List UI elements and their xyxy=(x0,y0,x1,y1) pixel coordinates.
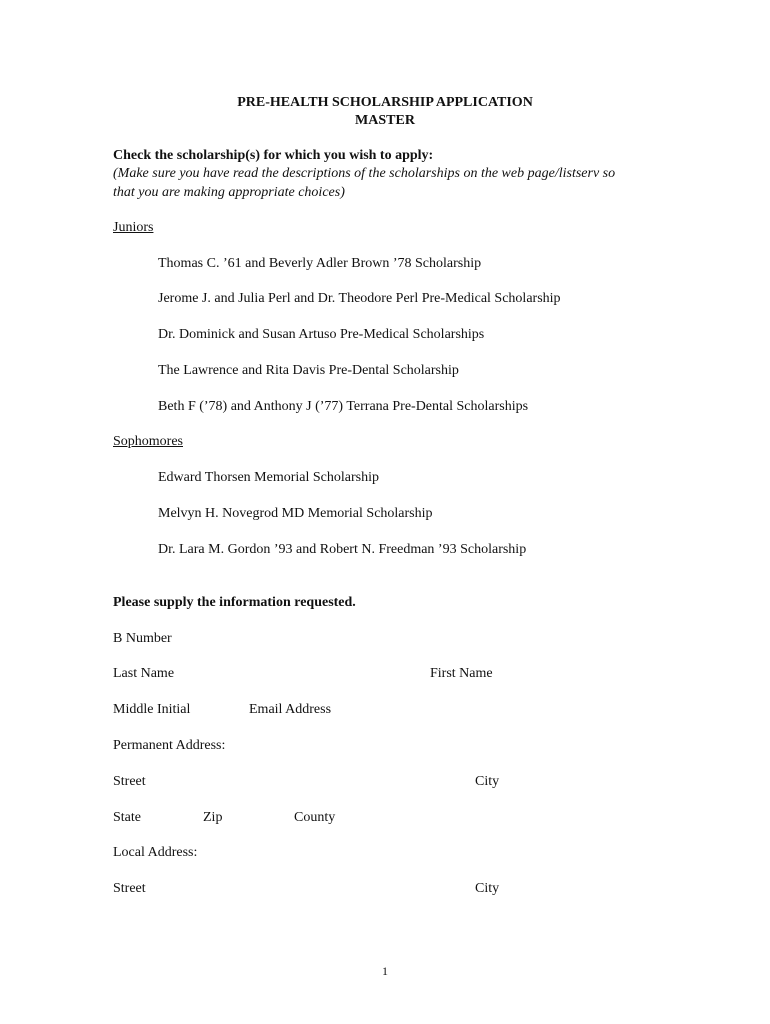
title-line-1: PRE-HEALTH SCHOLARSHIP APPLICATION xyxy=(237,95,533,110)
first-name-label: First Name xyxy=(430,666,493,681)
sophomores-heading: Sophomores xyxy=(113,434,183,449)
scholarship-item[interactable]: Thomas C. ’61 and Beverly Adler Brown ’78 Scholarship xyxy=(158,256,482,271)
local-city-label: City xyxy=(475,881,500,896)
juniors-heading: Juniors xyxy=(113,220,154,235)
permanent-address-label: Permanent Address: xyxy=(113,738,226,753)
b-number-label: B Number xyxy=(113,631,172,646)
local-address-label: Local Address: xyxy=(113,845,198,860)
page-number: 1 xyxy=(382,964,388,978)
local-street-label: Street xyxy=(113,881,146,896)
zip-label: Zip xyxy=(203,810,223,825)
county-label: County xyxy=(294,810,336,825)
title-line-2: MASTER xyxy=(355,113,415,128)
street-label: Street xyxy=(113,774,146,789)
scholarship-item[interactable]: Dr. Lara M. Gordon ’93 and Robert N. Freedman ’93 Scholarship xyxy=(158,542,527,557)
note-line-2: that you are making appropriate choices) xyxy=(113,185,345,200)
scholarship-item[interactable]: The Lawrence and Rita Davis Pre-Dental Scholarship xyxy=(158,363,459,378)
last-name-label: Last Name xyxy=(113,666,175,681)
check-heading: Check the scholarship(s) for which you wish to apply: xyxy=(113,148,434,163)
note-line-1: (Make sure you have read the descriptions of the scholarships on the web page/listserv so xyxy=(113,166,616,181)
state-label: State xyxy=(113,810,141,825)
email-label: Email Address xyxy=(249,702,332,717)
info-heading: Please supply the information requested. xyxy=(113,595,356,610)
scholarship-item[interactable]: Melvyn H. Novegrod MD Memorial Scholarship xyxy=(158,506,433,521)
scholarship-item[interactable]: Beth F (’78) and Anthony J (’77) Terrana Pre-Dental Scholarships xyxy=(158,399,529,414)
scholarship-item[interactable]: Edward Thorsen Memorial Scholarship xyxy=(158,470,379,485)
middle-initial-label: Middle Initial xyxy=(113,702,191,717)
scholarship-item[interactable]: Dr. Dominick and Susan Artuso Pre-Medical Scholarships xyxy=(158,327,485,342)
city-label: City xyxy=(475,774,500,789)
scholarship-item[interactable]: Jerome J. and Julia Perl and Dr. Theodore Perl Pre-Medical Scholarship xyxy=(158,291,561,306)
